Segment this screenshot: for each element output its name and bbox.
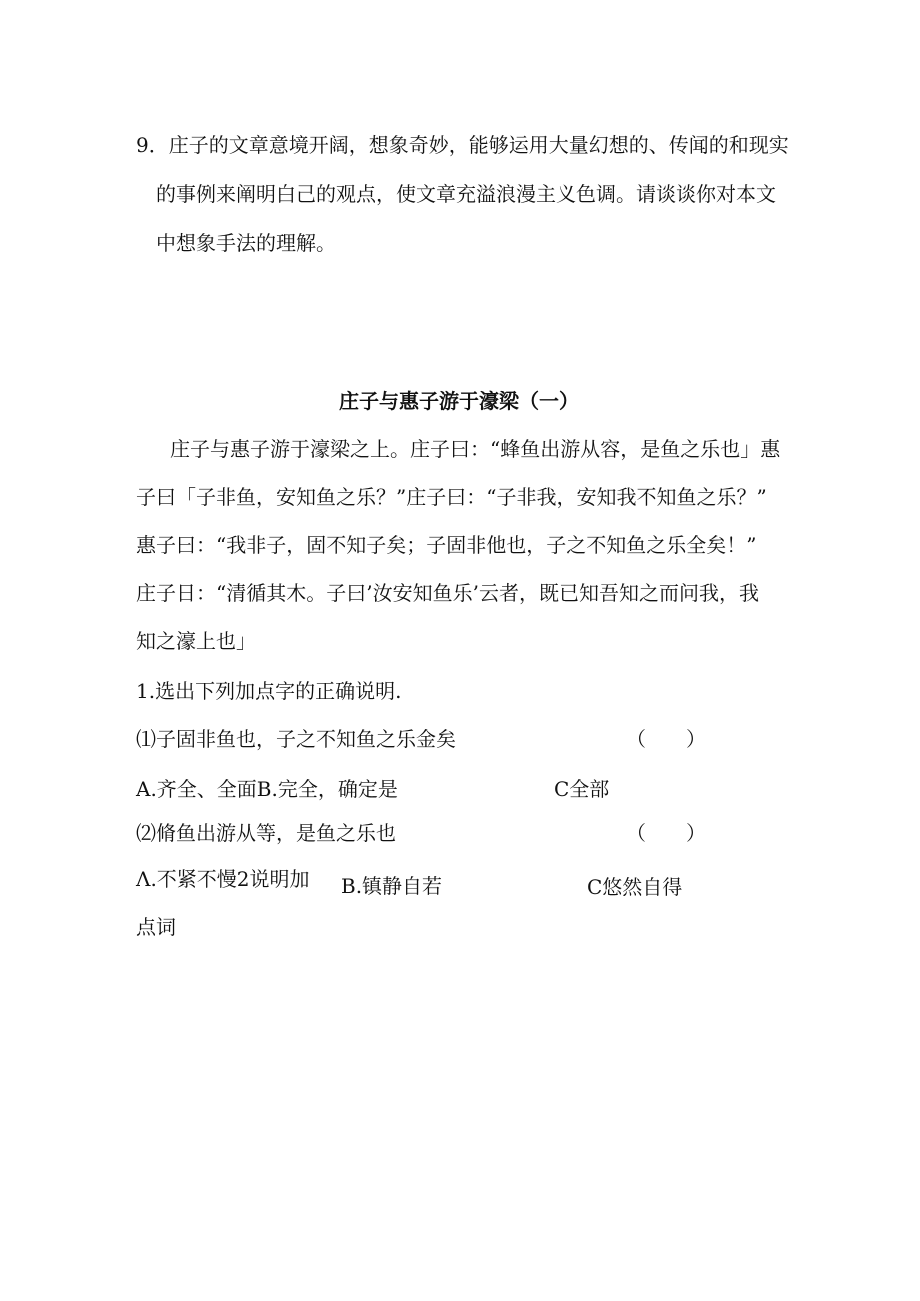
item-1-text: ⑴子固非鱼也，子之不知鱼之乐金矣 (136, 727, 456, 751)
item-2-answer-blank[interactable]: （ ） (626, 821, 706, 845)
item-2-option-a: Λ.不紧不慢2说明加 (136, 867, 310, 891)
item-1-answer-blank[interactable]: （ ） (626, 727, 706, 751)
item-2-text: ⑵脩鱼出游从等，是鱼之乐也 (136, 821, 396, 845)
question-1-prompt: 1.选出下列加点字的正确说明. (136, 679, 402, 703)
q9-line-1: 9．庄子的文章意境开阔，想象奇妙，能够运用大量幻想的、传闻的和现实 (136, 133, 789, 157)
passage-line: 庄子日：“清循其木。子曰’汝安知鱼乐’云者，既已知吾知之而问我，我 (136, 581, 759, 605)
q9-line-2: 的事例来阐明白己的观点，使文章充溢浪漫主义色调。请谈谈你对本文 (156, 182, 776, 206)
item-2-option-c: C悠然自得 (587, 875, 683, 899)
item-1-option-c: C全部 (554, 777, 610, 801)
passage-line: 庄子与惠子游于濠梁之上。庄子曰：“蜂鱼出游从容，是鱼之乐也」惠 (170, 437, 781, 461)
item-2-option-b: B.镇静自若 (341, 874, 443, 898)
item-2-option-a-cont: 点词 (136, 915, 176, 939)
q9-line-3: 中想象手法的理解。 (156, 231, 336, 255)
passage-line: 知之濠上也」 (136, 629, 256, 653)
passage-title: 庄子与惠子游于濠梁（一） (339, 389, 579, 413)
passage-line: 惠子曰：“我非子，固不知子矣；子固非他也，子之不知鱼之乐全矣！” (136, 533, 757, 557)
item-1-options-ab: A.齐全、全面B.完全，确定是 (136, 777, 398, 801)
passage-line: 子曰「子非鱼，安知鱼之乐？”庄子曰：“子非我，安知我不知鱼之乐？” (136, 485, 767, 509)
